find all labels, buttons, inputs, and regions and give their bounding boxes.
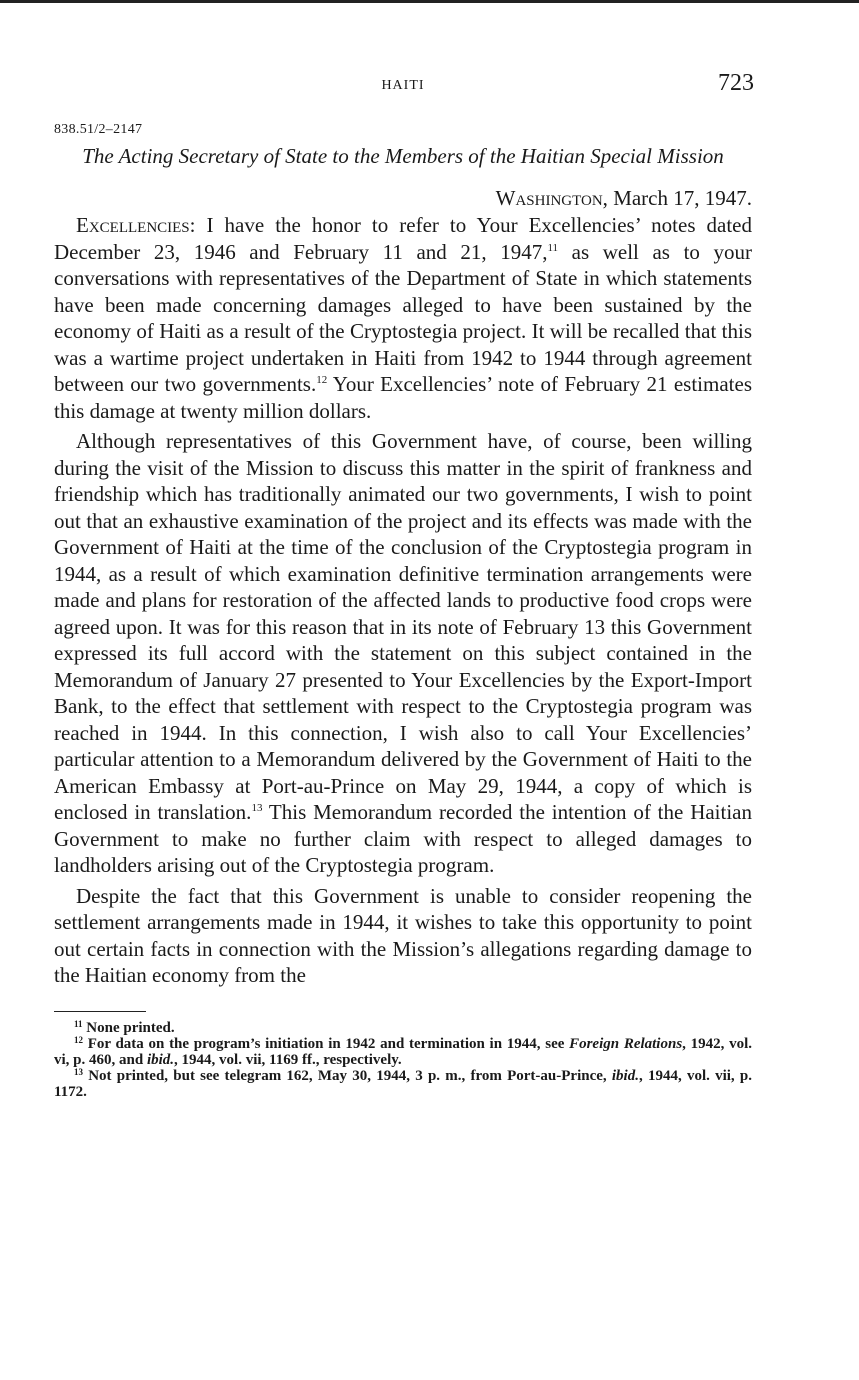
top-edge-rule — [0, 0, 859, 3]
footnote-rule — [54, 1011, 146, 1012]
footnote-12-text-b: , 1942, vol. vi, p. 460, and — [54, 1035, 753, 1068]
paragraph-1-text-b: as well as to your conversations with representatives of the Department of State in which statements have been made concerning damages alleged to have been sustained by the economy of Haiti as a result of the Cryptostegia project. It will be recalled that this was a wartime project undertaken in Haiti from 1942 to 1944 through agreement between our two governments. — [54, 239, 752, 396]
document-title: The Acting Secretary of State to the Members of the Haitian Special Mission — [82, 144, 724, 168]
footnote-13-text-a: Not printed, but see telegram 162, May 30, 1944, 3 p. m., from Port-au-Prince, — [83, 1067, 612, 1084]
running-head: HAITI — [381, 78, 425, 93]
footnote-ref-11: 11 — [547, 241, 559, 254]
paragraph-1-text-a: : I have the honor to refer to Your Excellencies’ notes dated December 23, 1946 and February 11 and 21, 1947, — [54, 213, 752, 264]
footnote-12-text-c: , 1944, vol. vii, 1169 ff., respectively. — [174, 1051, 402, 1068]
footnote-ref-12: 12 — [316, 374, 328, 386]
footnote-13-italic: ibid. — [611, 1067, 639, 1084]
paragraph-2-text-a: Although representatives of this Government have, of course, been willing during the visit of the Mission to discuss this matter in the spirit of frankness and friendship which has traditionally animated our two governments, I wish to point out that an exhaustive examination of the project and its effects was made with the Government of Haiti at the time of the conclusion of the Cryptostegia program in 1944, as a result of which examination definitive termination arrangements were made and plans for restoration of the affected lands to productive food crops were agreed upon. It was for this reason that in its note of February 13 this Government expressed its full accord with the statement on this subject contained in the Memorandum of January 27 presented to Your Excellencies by the Export-Import Bank, to the effect that settlement with respect to the Cryptostegia program was reached in 1944. In this connection, I wish also to call Your Excellencies’ particular attention to a Memorandum delivered by the Government of Haiti to the American Embassy at Port-au-Prince on May 29, 1944, a copy of which is enclosed in translation. — [54, 429, 752, 824]
dateline-place: Washington, — [495, 186, 608, 210]
paragraph-2-text-b: This Memorandum recorded the intention of the Haitian Government to make no further claim with respect to alleged damages to landholders arising out of the Cryptostegia program. — [54, 800, 753, 877]
dateline-date: March 17, 1947. — [607, 186, 752, 210]
paragraph-1-text-c: Your Excellencies’ note of February 21 estimates this damage at twenty million dollars. — [54, 372, 752, 423]
footnote-12-italic-2: ibid. — [146, 1051, 175, 1068]
paragraph-3: Despite the fact that this Government is unable to consider reopening the settlement arrangements made in 1944, it wishes to take this opportunity to point out certain facts in connection with the Mission’s allegations regarding damage to the Haitian economy from the — [54, 883, 752, 987]
footnote-ref-13: 13 — [251, 802, 263, 814]
page — [54, 70, 752, 1100]
page-number: 723 — [718, 70, 754, 96]
footnote-mark-12: 12 — [74, 1034, 83, 1045]
footnote-mark-11: 11 — [74, 1018, 83, 1029]
footnote-11-text: None printed. — [82, 1019, 175, 1036]
footnote-12-italic-1: Foreign Relations — [569, 1035, 683, 1052]
salutation: Excellencies — [76, 213, 190, 237]
footnote-13-text-b: , 1944, vol. vii, p. 1172. — [54, 1067, 752, 1100]
footnote-mark-13: 13 — [74, 1066, 83, 1077]
page-header — [54, 70, 752, 106]
paragraph-1 — [54, 212, 752, 424]
footnote-12-text-a: For data on the program’s initiation in 1942 and termination in 1944, see — [83, 1035, 570, 1052]
paragraph-2 — [54, 428, 752, 879]
footnote-12 — [54, 1036, 752, 1068]
footnote-13 — [54, 1068, 752, 1100]
footnote-11 — [54, 1020, 752, 1036]
dateline — [54, 184, 752, 212]
file-number: 838.51/2–2147 — [54, 122, 143, 137]
